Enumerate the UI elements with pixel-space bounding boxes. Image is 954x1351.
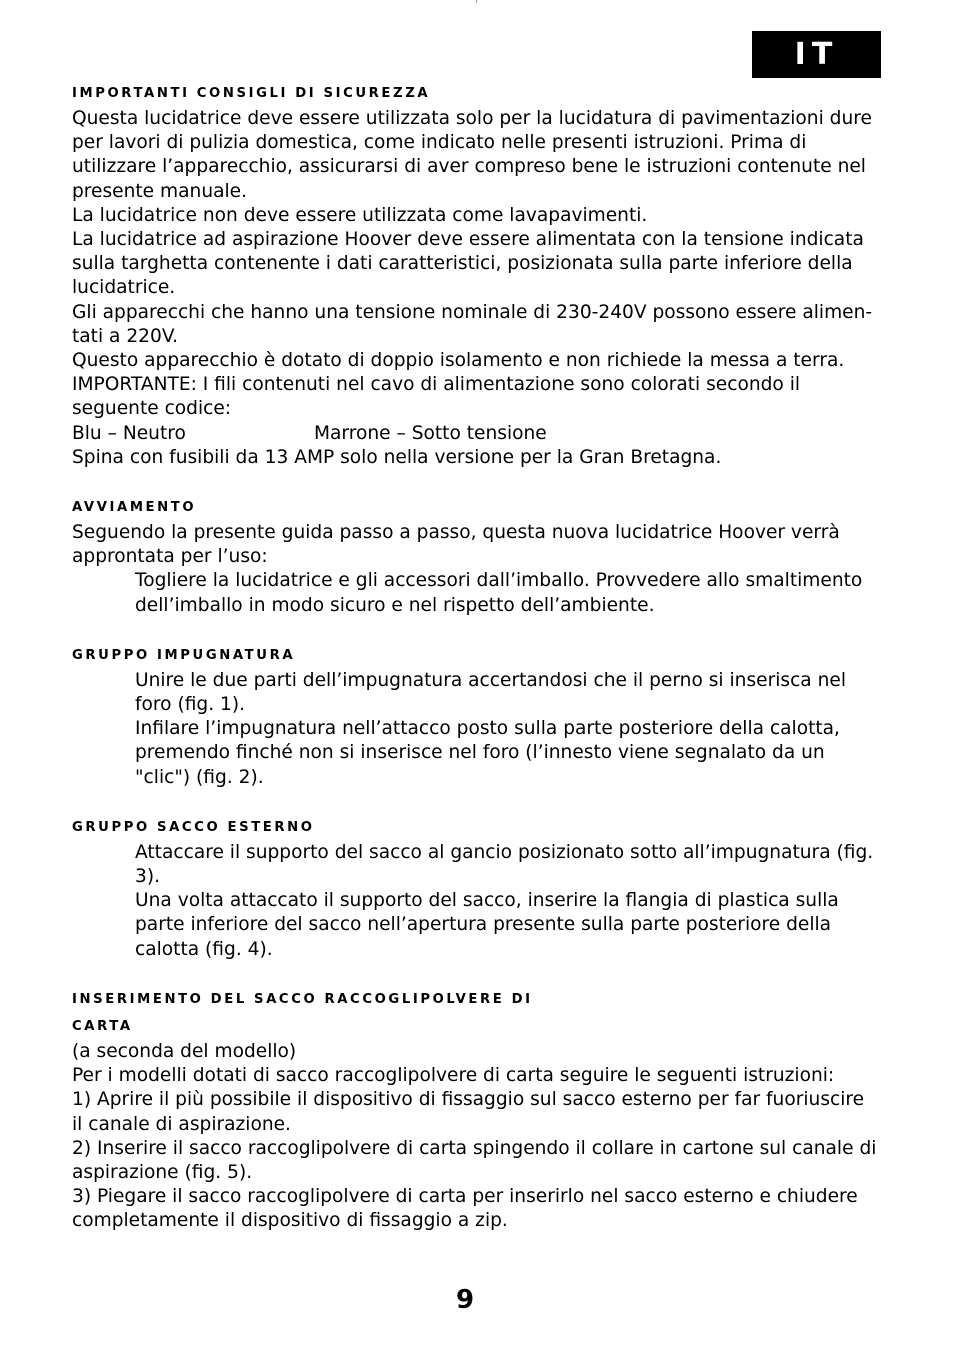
spacer bbox=[72, 618, 877, 642]
wire-brown: Marrone – Sotto tensione bbox=[314, 422, 547, 444]
paragraph: Infilare l’impugnatura nell’attacco posto sulla parte posteriore della calotta, premendo finché non si inserisce nel foro (l’innesto viene segnalato da un "clic") (fig. 2). bbox=[135, 718, 840, 788]
crop-mark bbox=[476, 0, 477, 3]
paragraph: Questa lucidatrice deve essere utilizzata solo per la lucidatura di pavimentazioni dure per lavori di pulizia domestica, come indicato nelle presenti istruzioni. Prima di utilizzare l’apparecchio, assicurarsi di aver compreso bene le istruzioni contenute nel presente manuale. bbox=[72, 108, 872, 202]
paragraph: 2) Inserire il sacco raccoglipolvere di carta spingendo il collare in cartone sul canale di aspirazione (fig. 5). bbox=[72, 1137, 877, 1183]
paragraph: Una volta attaccato il supporto del sacco, inserire la flangia di plastica sulla parte inferiore del sacco nell’apertura presente sulla parte posteriore della calotta (fig. 4). bbox=[135, 890, 839, 960]
wire-color-row bbox=[72, 422, 877, 446]
paragraph: (a seconda del modello) bbox=[72, 1040, 297, 1062]
wire-blue: Blu – Neutro bbox=[72, 422, 186, 444]
paragraph: Per i modelli dotati di sacco raccoglipolvere di carta seguire le seguenti istruzioni: bbox=[72, 1065, 835, 1087]
paragraph: Unire le due parti dell’impugnatura accertandosi che il perno si inserisca nel foro (fig. 1). bbox=[135, 669, 846, 716]
paragraph: Gli apparecchi che hanno una tensione nominale di 230-240V possono essere alimen-tati a 220V. bbox=[72, 301, 873, 347]
section-heading-safety: IMPORTANTI CONSIGLI DI SICUREZZA bbox=[72, 86, 431, 101]
section-heading-handle: GRUPPO IMPUGNATURA bbox=[72, 647, 296, 663]
spacer bbox=[72, 470, 877, 494]
page-number: 9 bbox=[455, 1285, 475, 1315]
paragraph: Togliere la lucidatrice e gli accessori dall’imballo. Provvedere allo smaltimento dell’imballo in modo sicuro e nel rispetto dell’ambiente. bbox=[135, 570, 863, 616]
paragraph: 3) Piegare il sacco raccoglipolvere di carta per inserirlo nel sacco esterno e chiudere completamente il dispositivo di fissaggio a zip. bbox=[72, 1186, 858, 1232]
paragraph: Seguendo la presente guida passo a passo, questa nuova lucidatrice Hoover verrà approntata per l’uso: bbox=[72, 522, 840, 568]
paragraph: IMPORTANTE: I fili contenuti nel cavo di alimentazione sono colorati secondo il seguente codice: bbox=[72, 374, 801, 420]
spacer bbox=[72, 790, 877, 814]
section-heading-startup: AVVIAMENTO bbox=[72, 500, 197, 516]
spacer bbox=[72, 962, 877, 986]
language-badge: IT bbox=[752, 31, 881, 78]
paragraph: 1) Aprire il più possibile il dispositivo di fissaggio sul sacco esterno per far fuoriuscire il canale di aspirazione. bbox=[72, 1089, 865, 1135]
section-heading-paper-bag: INSERIMENTO DEL SACCO RACCOGLIPOLVERE DI bbox=[72, 991, 533, 1007]
paragraph: Attaccare il supporto del sacco al gancio posizionato sotto all’impugnatura (fig. 3). bbox=[135, 841, 874, 888]
paragraph: Spina con fusibili da 13 AMP solo nella versione per la Gran Bretagna. bbox=[72, 446, 722, 468]
page-content bbox=[72, 80, 877, 1234]
paragraph: La lucidatrice ad aspirazione Hoover deve essere alimentata con la tensione indicata sulla targhetta contenente i dati caratteristici, posizionata sulla parte inferiore della lucidatrice. bbox=[72, 229, 864, 299]
section-heading-paper-bag-cont: CARTA bbox=[72, 1018, 133, 1034]
paragraph: Questo apparecchio è dotato di doppio isolamento e non richiede la messa a terra. bbox=[72, 350, 845, 372]
paragraph: La lucidatrice non deve essere utilizzata come lavapavimenti. bbox=[72, 204, 648, 226]
section-heading-outer-bag: GRUPPO SACCO ESTERNO bbox=[72, 819, 315, 835]
